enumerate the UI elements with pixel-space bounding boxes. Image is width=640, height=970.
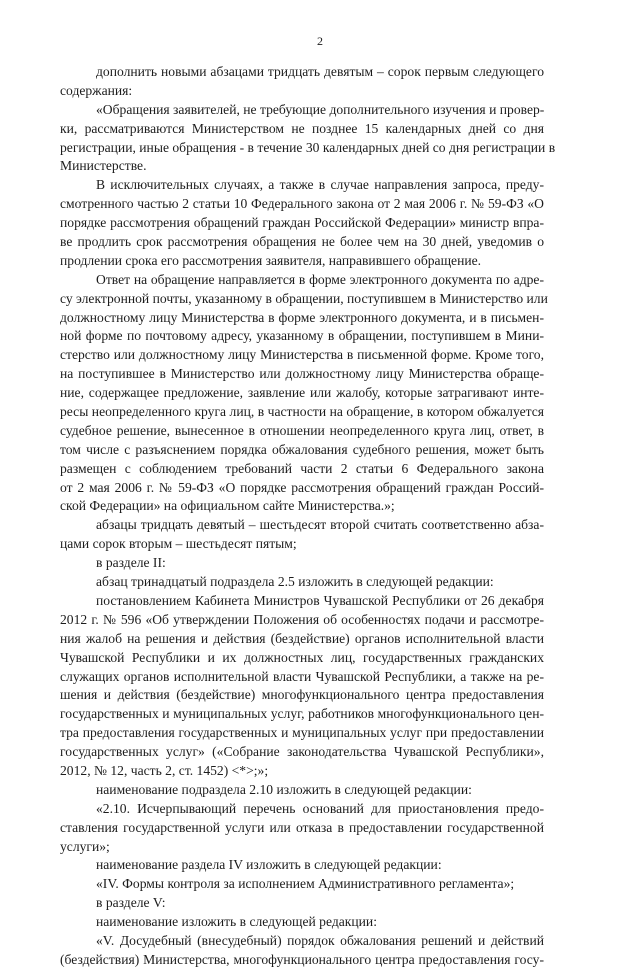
text-line: ресы неопределенного круга лиц, в частности на обращение, в котором обжалуется <box>60 404 544 420</box>
text-line: ной форме по почтовому адресу, указанному в обращении, поступившем в Мини- <box>60 328 544 344</box>
text-line: должностному лицу Министерства в форме электронного документа, и в письмен- <box>60 309 544 325</box>
text-line: судебное решение, вынесенное в отношении неопределенного круга лиц, ответ, в <box>60 422 544 438</box>
text-line: «V. Досудебный (внесудебный) порядок обжалования решений и действий <box>96 932 544 948</box>
text-line: ве продлить срок рассмотрения обращения не более чем на 30 дней, уведомив о <box>60 234 544 250</box>
text-line: 2012, № 12, часть 2, ст. 1452) <*>;»; <box>60 762 269 778</box>
text-line: постановлением Кабинета Министров Чувашской Республики от 26 декабря <box>96 592 544 608</box>
text-line: ставления государственной услуги или отказа в предоставлении государственной <box>60 819 544 835</box>
text-line: Ответ на обращение направляется в форме электронного документа по адре- <box>96 271 544 287</box>
text-line: ние, содержащее предложение, заявление или жалобу, которые затрагивают инте- <box>60 385 544 401</box>
text-line: Министерстве. <box>60 158 147 174</box>
text-line: цами сорок вторым – шестьдесят пятым; <box>60 536 297 552</box>
text-line: абзац тринадцатый подраздела 2.5 изложить в следующей редакции: <box>96 574 494 590</box>
text-line: В исключительных случаях, а также в случае направления запроса, преду- <box>96 177 544 193</box>
text-line: ской Федерации» на официальном сайте Министерства.»; <box>60 498 395 514</box>
text-line: (бездействия) Министерства, многофункционального центра предоставления госу- <box>60 951 544 967</box>
text-line: «IV. Формы контроля за исполнением Административного регламента»; <box>96 876 515 892</box>
text-line: абзацы тридцать девятый – шестьдесят второй считать соответственно абза- <box>96 517 544 533</box>
text-line: услуги»; <box>60 838 110 854</box>
text-line: 2012 г. № 596 «Об утверждении Положения об особенностях подачи и рассмотре- <box>60 611 544 627</box>
text-line: на поступившее в Министерство или должностному лицу Министерства обраще- <box>60 366 544 382</box>
text-line: продлении срока его рассмотрения заявителя, направившего обращение. <box>60 252 482 268</box>
text-line: порядке рассмотрения обращений граждан Российской Федерации» министр впра- <box>60 215 544 231</box>
text-line: том числе с разъяснением порядка обжалования судебного решения, может быть <box>60 441 544 457</box>
text-line: служащих органов исполнительной власти Чувашской Республики, а также на ре- <box>60 668 544 684</box>
text-line: ния жалоб на решения и действия (бездействие) органов исполнительной власти <box>60 630 544 646</box>
text-line: «Обращения заявителей, не требующие дополнительного изучения и провер- <box>96 101 545 117</box>
text-line: в разделе II: <box>96 555 166 571</box>
page-number: 2 <box>317 34 323 48</box>
text-line: ки, рассматриваются Министерством не позднее 15 календарных дней со дня <box>60 120 544 136</box>
document-body <box>60 63 556 970</box>
text-line: дополнить новыми абзацами тридцать девятым – сорок первым следующего <box>96 64 544 79</box>
text-line: регистрации, иные обращения - в течение 30 календарных дней со дня регистрации в <box>60 139 556 155</box>
text-line: стерство или должностному лицу Министерства в письменной форме. Кроме того, <box>60 347 544 363</box>
text-line: су электронной почты, указанному в обращении, поступившем в Министерство или <box>60 290 548 306</box>
text-line: государственных услуг» («Собрание законодательства Чувашской Республики», <box>60 744 544 760</box>
text-line: шения и действия (бездействие) многофункционального центра предоставления <box>60 687 544 703</box>
text-line: наименование раздела IV изложить в следующей редакции: <box>96 857 442 873</box>
text-line: смотренного частью 2 статьи 10 Федерального закона от 2 мая 2006 г. № 59-ФЗ «О <box>60 196 544 212</box>
text-line: Чувашской Республики и их должностных лиц, государственных гражданских <box>60 649 544 665</box>
text-line: содержания: <box>60 82 133 98</box>
text-line: наименование изложить в следующей редакции: <box>96 914 377 930</box>
text-line: наименование подраздела 2.10 изложить в следующей редакции: <box>96 781 472 797</box>
text-line: «2.10. Исчерпывающий перечень оснований для приостановления предо- <box>96 800 544 816</box>
text-line: тра предоставления государственных и муниципальных услуг при предоставлении <box>60 725 544 741</box>
text-line: от 2 мая 2006 г. № 59-ФЗ «О порядке рассмотрения обращений граждан Россий- <box>60 479 544 495</box>
text-line: размещен с соблюдением требований части 2 статьи 6 Федерального закона <box>60 460 544 476</box>
text-line: государственных и муниципальных услуг, работников многофункционального цен- <box>60 706 544 722</box>
text-line: в разделе V: <box>96 895 166 911</box>
